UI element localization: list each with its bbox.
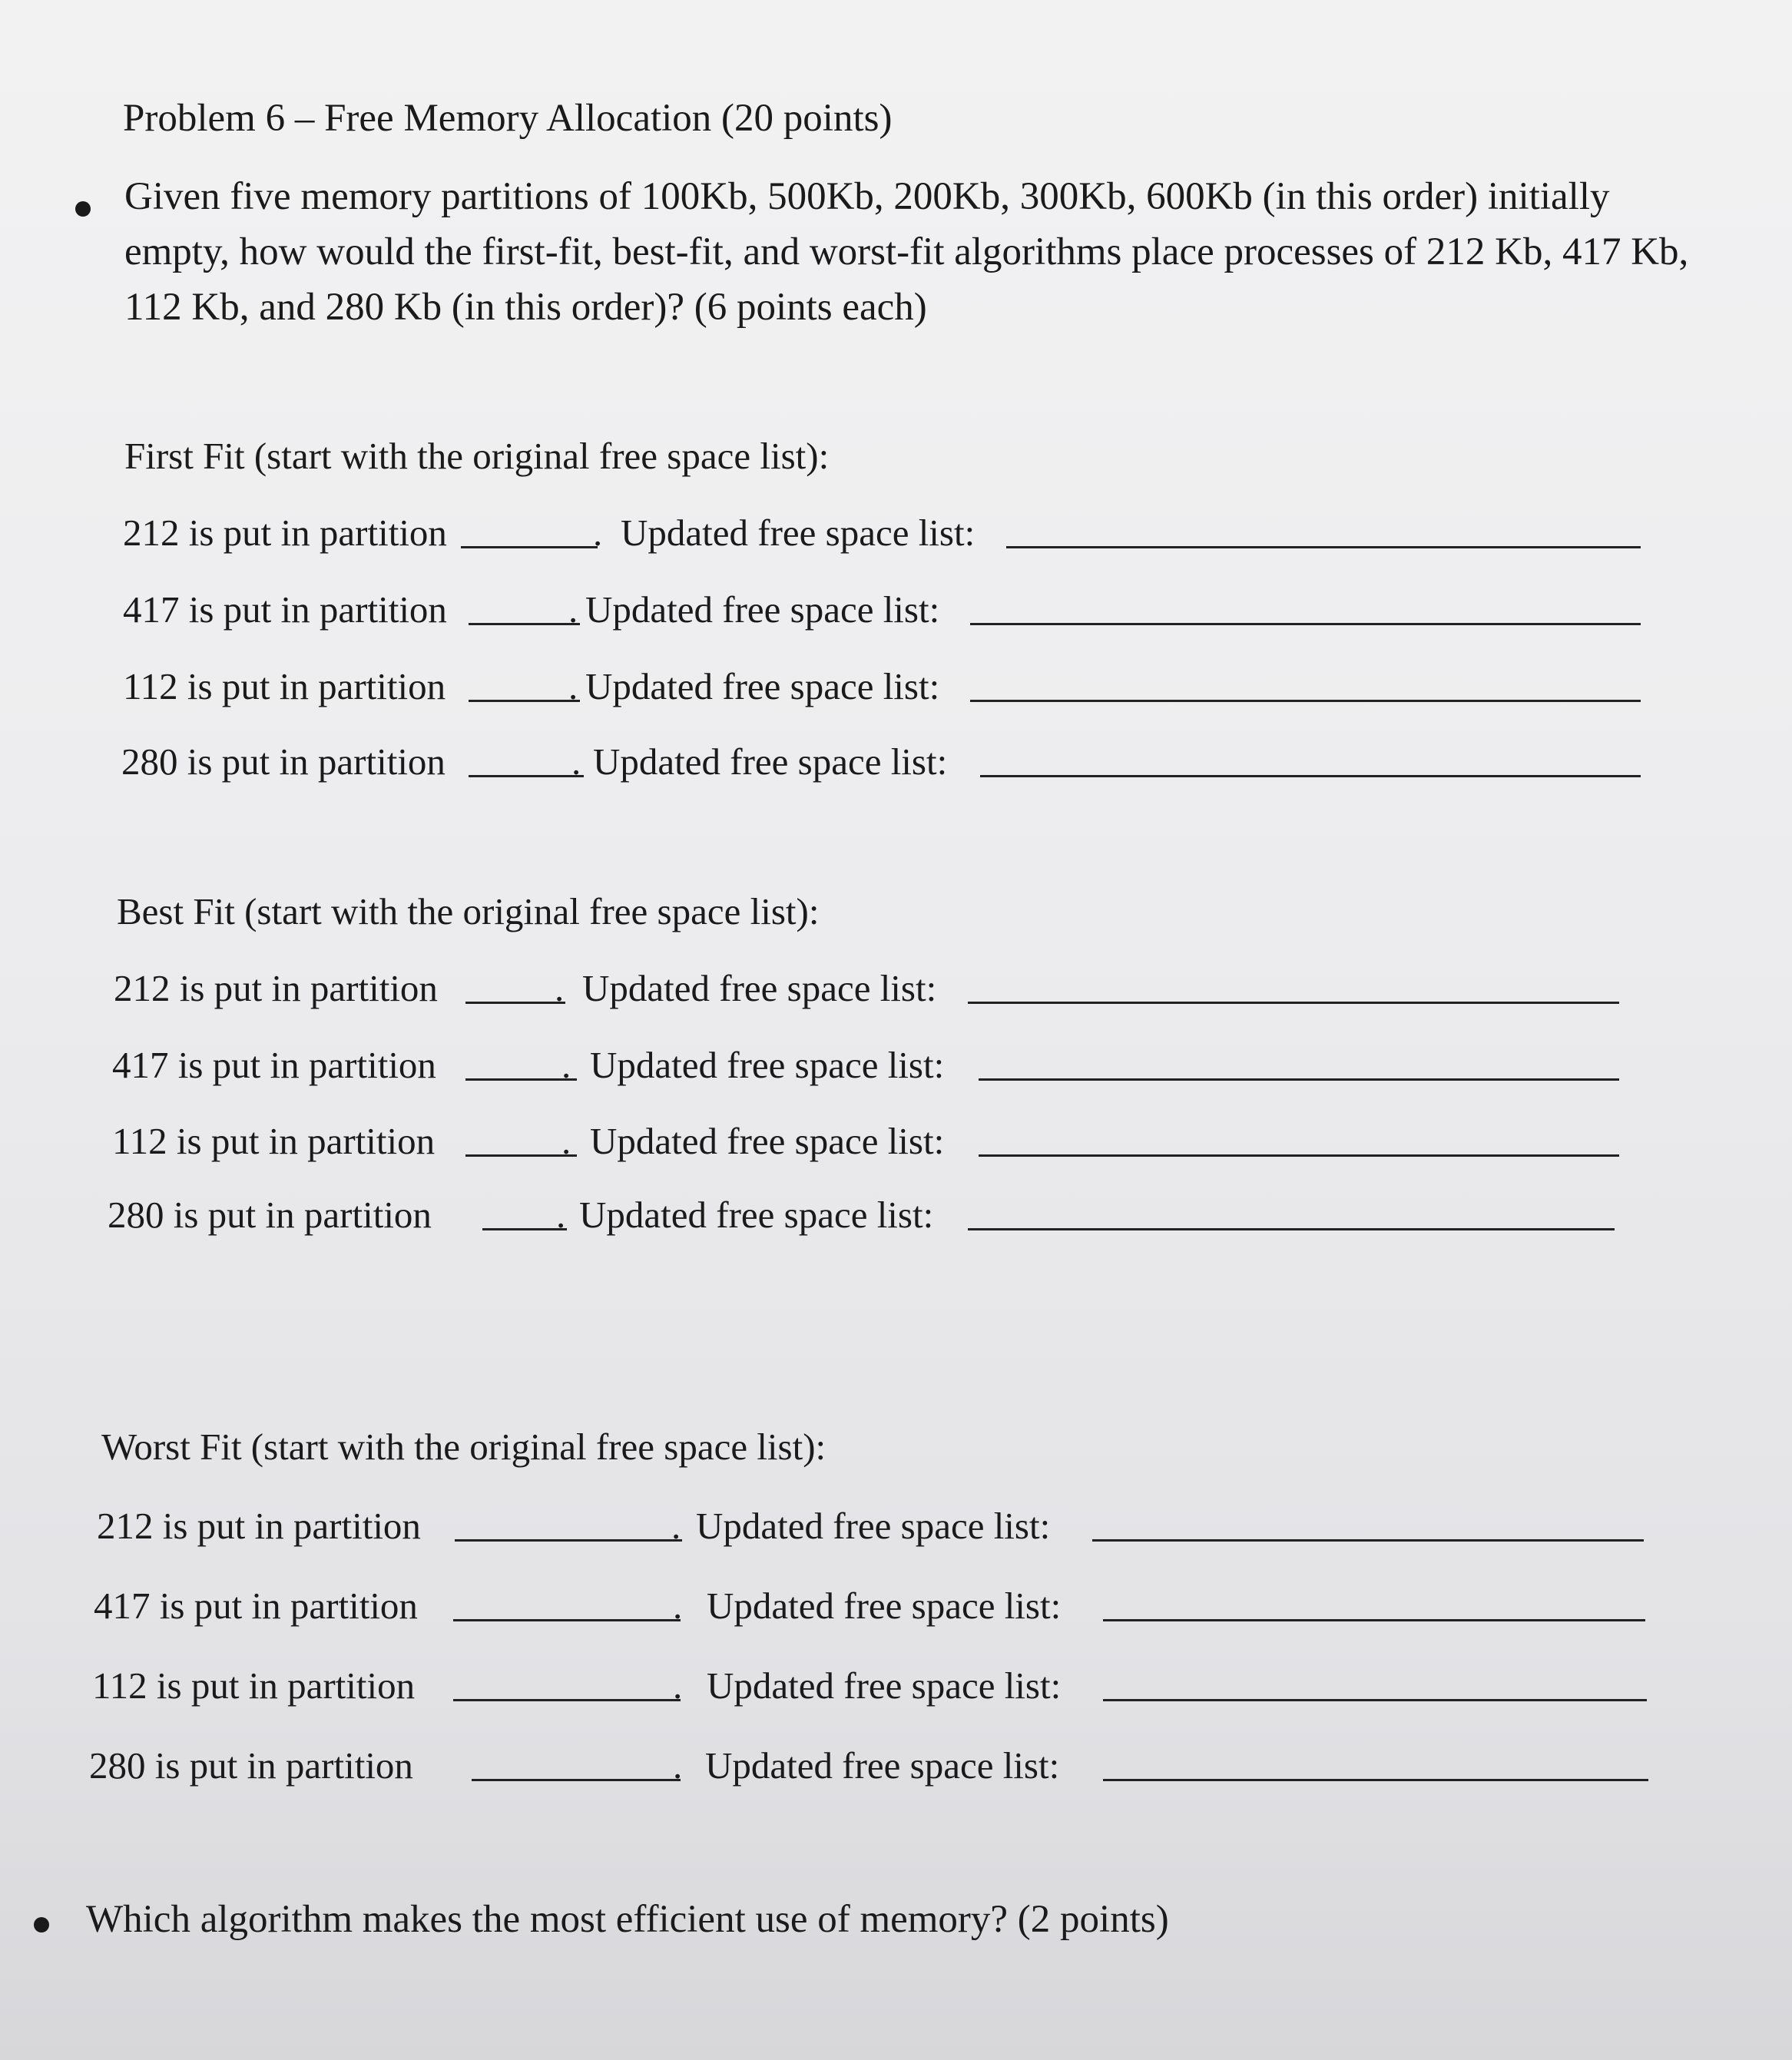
row-period: .	[568, 588, 578, 631]
updated-free-space-label: Updated free space list:	[585, 588, 940, 631]
partition-answer-blank[interactable]	[469, 740, 584, 777]
free-space-answer-line[interactable]	[968, 1193, 1615, 1230]
free-space-answer-line[interactable]	[1103, 1584, 1645, 1621]
row-prefix: 112 is put in partition	[92, 1664, 416, 1707]
row-period: .	[561, 1044, 571, 1086]
free-space-answer-line[interactable]	[1103, 1664, 1647, 1701]
problem-title: Problem 6 – Free Memory Allocation (20 points)	[123, 97, 893, 140]
updated-free-space-label: Updated free space list:	[707, 1664, 1062, 1707]
updated-free-space-label: Updated free space list:	[590, 1120, 945, 1162]
free-space-answer-line[interactable]	[979, 1119, 1619, 1157]
row-prefix: 280 is put in partition	[108, 1194, 432, 1236]
free-space-answer-line[interactable]	[1006, 511, 1641, 548]
partition-answer-blank[interactable]	[482, 1193, 567, 1230]
updated-free-space-label: Updated free space list:	[621, 512, 975, 554]
partition-answer-blank[interactable]	[469, 588, 580, 625]
free-space-answer-line[interactable]	[970, 664, 1641, 702]
bullet-icon	[75, 201, 91, 217]
row-prefix: 112 is put in partition	[123, 665, 446, 707]
row-period: .	[673, 1664, 683, 1707]
free-space-answer-line[interactable]	[970, 588, 1641, 625]
row-prefix: 417 is put in partition	[112, 1044, 436, 1086]
free-space-answer-line[interactable]	[968, 966, 1619, 1004]
row-prefix: 212 is put in partition	[114, 967, 438, 1009]
updated-free-space-label: Updated free space list:	[590, 1044, 945, 1086]
problem-intro: Given five memory partitions of 100Kb, 500Kb, 200Kb, 300Kb, 600Kb (in this order) initially empty, how would the first-fit, best-fit, and worst-fit algorithms place processes of 212 Kb, 417 Kb, 112 Kb, and 280 Kb (in this order)? (6 points each)	[124, 175, 1689, 329]
row-prefix: 112 is put in partition	[112, 1120, 436, 1162]
updated-free-space-label: Updated free space list:	[579, 1194, 934, 1236]
row-period: .	[568, 665, 578, 707]
row-prefix: 212 is put in partition	[97, 1505, 421, 1547]
row-period: .	[571, 740, 581, 783]
final-question: Which algorithm makes the most efficient use of memory? (2 points)	[86, 1898, 1169, 1941]
updated-free-space-label: Updated free space list:	[593, 740, 948, 783]
free-space-answer-line[interactable]	[1092, 1504, 1644, 1542]
row-prefix: 280 is put in partition	[89, 1744, 413, 1787]
worst-fit-heading: Worst Fit (start with the original free space list):	[101, 1426, 826, 1468]
partition-answer-blank[interactable]	[455, 1504, 682, 1542]
free-space-answer-line[interactable]	[1103, 1744, 1648, 1781]
partition-answer-blank[interactable]	[465, 1119, 577, 1157]
updated-free-space-label: Updated free space list:	[585, 665, 940, 707]
first-fit-heading: First Fit (start with the original free space list):	[124, 435, 830, 477]
updated-free-space-label: Updated free space list:	[707, 1585, 1062, 1627]
bullet-icon	[34, 1917, 49, 1932]
free-space-answer-line[interactable]	[979, 1043, 1619, 1081]
row-prefix: 417 is put in partition	[123, 588, 447, 631]
row-prefix: 212 is put in partition	[123, 512, 447, 554]
row-period: .	[561, 1120, 571, 1162]
row-prefix: 280 is put in partition	[121, 740, 446, 783]
updated-free-space-label: Updated free space list:	[696, 1505, 1051, 1547]
partition-answer-blank[interactable]	[465, 1043, 577, 1081]
free-space-answer-line[interactable]	[980, 740, 1641, 777]
updated-free-space-label: Updated free space list:	[582, 967, 937, 1009]
updated-free-space-label: Updated free space list:	[705, 1744, 1060, 1787]
row-period: .	[556, 1194, 566, 1236]
partition-answer-blank[interactable]	[465, 966, 565, 1004]
partition-answer-blank[interactable]	[461, 511, 598, 548]
row-period: .	[673, 1585, 683, 1627]
row-period: .	[671, 1505, 681, 1547]
partition-answer-blank[interactable]	[472, 1744, 681, 1781]
row-period: .	[673, 1744, 683, 1787]
partition-answer-blank[interactable]	[469, 664, 580, 702]
row-period: .	[555, 967, 565, 1009]
row-period: .	[593, 512, 603, 554]
partition-answer-blank[interactable]	[453, 1584, 681, 1621]
partition-answer-blank[interactable]	[453, 1664, 681, 1701]
best-fit-heading: Best Fit (start with the original free space list):	[117, 890, 820, 932]
row-prefix: 417 is put in partition	[94, 1585, 418, 1627]
